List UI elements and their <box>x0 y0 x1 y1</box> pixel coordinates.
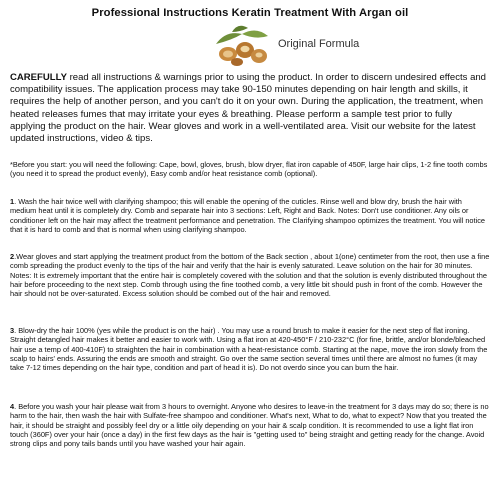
step-1-number: 1 <box>10 197 15 206</box>
step-3-text: . Blow-dry the hair 100% (yes while the product is on the hair) . You may use a round brush to make it easier for the next step of flat ironing. Straight detangled hair makes it better and easier to work with. Using a flat iron at 420-450°F / 210-232°C (for fine, brittle, and/or blonde/bleached hair use a temp of 400-410F) to straighten the hair in combination with a heat-resistance comb. Starting at the nape, move the iron slowly from the scalp to hairs' ends. Assuring the ends are smooth and straight. Go over the same section several times until there are almost no fumes (it may take 7-12 times depending on the hair type, condition and part of head it is). Do not overdo since you can burn the hair. <box>10 326 488 373</box>
step-2 <box>10 252 490 298</box>
document-title: Professional Instructions Keratin Treatment With Argan oil <box>91 7 409 19</box>
step-2-text: .Wear gloves and start applying the treatment product from the bottom of the Back section , about 1(one) centimeter from the root, then use a fine comb spreading the product evenly to the tips of the hair and verify that the hair is evenly saturated. Leave solution on the hair for 30 minutes. Notes: It is extremely important that the entire hair is completely covered with the solution and that the solution is evenly distributed throughout the hair before proceeding to the next step. Comb through using the fine toothed comb, a very little bit should push in front of the comb. However the hair should not be over-saturated. Excess solution should be combed out of the hair and removed. <box>10 252 490 299</box>
step-4-number: 4 <box>10 402 15 411</box>
step-2-number: 2 <box>10 252 15 261</box>
step-1 <box>10 197 490 234</box>
step-4-text: . Before you wash your hair please wait from 3 hours to overnight. Anyone who desires to leave-in the treatment for 3 days may do so; there is no harm to the hair, then wash the hair with Sulfate-free shampoo and conditioner. What's next, What to do, what to expect? Now that you treated the hair, it should be straight and possibly feel dry or a little oily depending on your hair & scalp condition. It is recommended to use a light flat iron touch (360F) over your hair (once a day) in the first few days as the hair is "getting used to" being straight and getting ready for the change. Avoid strong clips and pony tails bands until you have washed your hair again. <box>10 402 489 449</box>
argan-fruit-icon <box>212 24 272 68</box>
before-you-start-note: *Before you start: you will need the following: Cape, bowl, gloves, brush, blow dryer, flat iron capable of 450F, large hair clips, 1-2 fine tooth combs (you need it to spread the product evenly), Easy comb and/or heat resistance comb (optional). <box>10 160 488 179</box>
subtitle-original-formula: Original Formula <box>278 38 360 50</box>
intro-text: read all instructions & warnings prior to using the product. In order to discern undesired effects and compatibility issues. The application process may take 90-150 minutes depending on hair length and skills, it requires the help of another person, and you can't do it on your own. During the application, the treatment, when heated releases fumes that may irritate your eyes & breathing. Please perform a sample test prior to fully applying the product on the hair. Wear gloves and work in a well-ventilated area. Visit our website for the latest updated instructions, video & tips. <box>10 72 486 145</box>
step-3-number: 3 <box>10 326 15 335</box>
intro-paragraph <box>10 72 490 145</box>
step-1-text: . Wash the hair twice well with clarifying shampoo; this will enable the opening of the cuticles. Rinse well and blow dry, brush the hair with medium heat until it is completely dry. Comb and separate hair into 3 sections: Left, Right and Back. Notes: Don't use conditioner. Any oils or conditioner left on the hair may affect the treatment performance and penetration. The Clarifying shampoo optimizes the treatment. You will notice that it is hard to comb and that is normal when using clarifying shampoo. <box>10 197 486 234</box>
step-4 <box>10 402 490 448</box>
brand-logo <box>212 24 412 68</box>
step-3 <box>10 326 490 372</box>
intro-lead: CAREFULLY <box>10 72 67 83</box>
